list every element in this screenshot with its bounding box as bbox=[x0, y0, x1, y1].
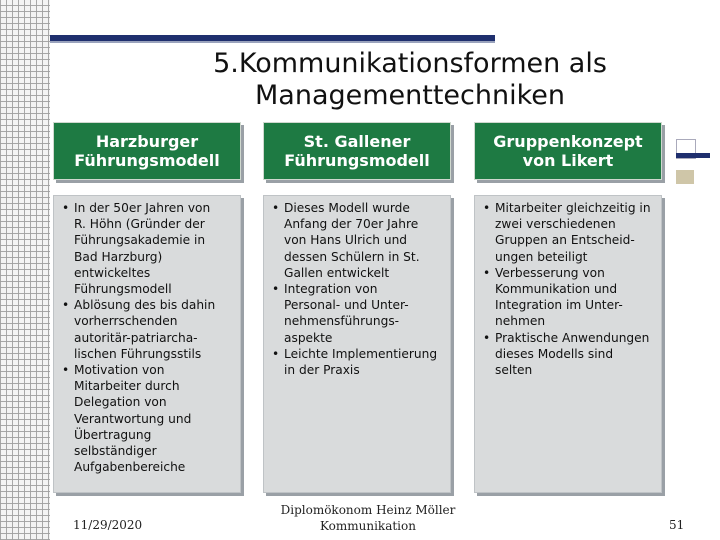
slide-title-line-1: 5.Kommunikationsformen als bbox=[213, 48, 607, 79]
bullet-line: selten bbox=[495, 363, 533, 378]
bullet-line: Führungsakademie in bbox=[74, 233, 206, 248]
bullet-line: • Dieses Modell wurde bbox=[284, 201, 410, 215]
bullet-item bbox=[270, 200, 444, 281]
bullet-item bbox=[270, 281, 444, 346]
header-line: Harzburger bbox=[95, 132, 199, 151]
bullet-line: in der Praxis bbox=[284, 363, 360, 378]
bullet-line: Integration im Unter- bbox=[495, 298, 623, 313]
bullet-line: • Mitarbeiter gleichzeitig in bbox=[495, 201, 651, 215]
bullet-list bbox=[264, 196, 450, 378]
bullet-line: entwickeltes bbox=[74, 265, 151, 280]
column-content bbox=[263, 195, 451, 493]
footer-author-line: Diplomökonom Heinz Möller bbox=[280, 503, 456, 517]
bullet-line: Gruppen an Entscheid- bbox=[495, 233, 635, 248]
bullet-item bbox=[270, 346, 444, 378]
bullet-line: nehmen bbox=[495, 314, 546, 329]
bullet-line: Anfang der 70er Jahre bbox=[284, 217, 419, 232]
bullet-item bbox=[60, 297, 234, 362]
bullet-line: autoritär-patriarcha- bbox=[74, 330, 198, 345]
bullet-item bbox=[481, 200, 655, 265]
header-line: von Likert bbox=[522, 151, 614, 170]
decorative-grid-strip bbox=[0, 0, 50, 540]
footer-author bbox=[268, 502, 468, 534]
title-accent-bar-shadow bbox=[50, 41, 495, 43]
column-header bbox=[53, 122, 241, 180]
header-line: Führungsmodell bbox=[74, 151, 220, 170]
slide-title-line-2: Managementtechniken bbox=[254, 80, 566, 111]
bullet-line: • Integration von bbox=[284, 282, 378, 297]
bullet-line: • Verbesserung von bbox=[495, 265, 605, 280]
bullet-line: Aufgabenbereiche bbox=[74, 460, 186, 475]
bullet-line: ungen beteiligt bbox=[495, 249, 588, 264]
bullet-line: von Hans Ulrich und bbox=[284, 233, 408, 248]
bullet-line: dessen Schülern in St. bbox=[284, 249, 420, 264]
column-content bbox=[53, 195, 241, 493]
bullet-item bbox=[481, 330, 655, 379]
bullet-item bbox=[60, 200, 234, 297]
bullet-line: Personal- und Unter- bbox=[284, 298, 409, 313]
footer-date: 11/29/2020 bbox=[73, 518, 143, 532]
column-content bbox=[474, 195, 662, 493]
decorative-bar bbox=[676, 153, 710, 158]
bullet-line: aspekte bbox=[284, 330, 333, 345]
bullet-line: Mitarbeiter durch bbox=[74, 379, 180, 394]
column-header bbox=[474, 122, 662, 180]
footer-topic-line: Kommunikation bbox=[320, 519, 416, 533]
footer-page-number: 51 bbox=[669, 518, 685, 532]
bullet-line: • Leichte Implementierung bbox=[284, 346, 438, 361]
bullet-line: • In der 50er Jahren von bbox=[74, 201, 211, 215]
bullet-line: dieses Modells sind bbox=[495, 346, 614, 361]
bullet-line: selbständiger bbox=[74, 444, 157, 459]
column-header bbox=[263, 122, 451, 180]
header-line: Führungsmodell bbox=[284, 151, 430, 170]
bullet-line: • Ablösung des bis dahin bbox=[74, 298, 216, 313]
bullet-line: lischen Führungsstils bbox=[74, 346, 202, 361]
bullet-line: Führungsmodell bbox=[74, 282, 172, 297]
bullet-line: R. Höhn (Gründer der bbox=[74, 217, 205, 232]
bullet-list bbox=[475, 196, 661, 378]
slide-title bbox=[140, 48, 680, 112]
bullet-line: Bad Harzburg) bbox=[74, 249, 163, 264]
bullet-item bbox=[60, 362, 234, 475]
bullet-line: • Praktische Anwendungen bbox=[495, 330, 650, 345]
bullet-line: nehmensführungs- bbox=[284, 314, 400, 329]
bullet-item bbox=[481, 265, 655, 330]
bullet-list bbox=[54, 196, 240, 475]
bullet-line: Übertragung bbox=[74, 427, 152, 442]
bullet-line: Kommunikation und bbox=[495, 282, 618, 297]
bullet-line: Gallen entwickelt bbox=[284, 265, 390, 280]
bullet-line: Verantwortung und bbox=[74, 411, 192, 426]
bullet-line: Delegation von bbox=[74, 395, 167, 410]
header-line: Gruppenkonzept bbox=[493, 132, 643, 151]
bullet-line: • Motivation von bbox=[74, 363, 165, 378]
header-line: St. Gallener bbox=[303, 132, 411, 151]
bullet-line: zwei verschiedenen bbox=[495, 217, 616, 232]
decorative-square-tan bbox=[676, 170, 694, 184]
bullet-line: vorherrschenden bbox=[74, 314, 178, 329]
